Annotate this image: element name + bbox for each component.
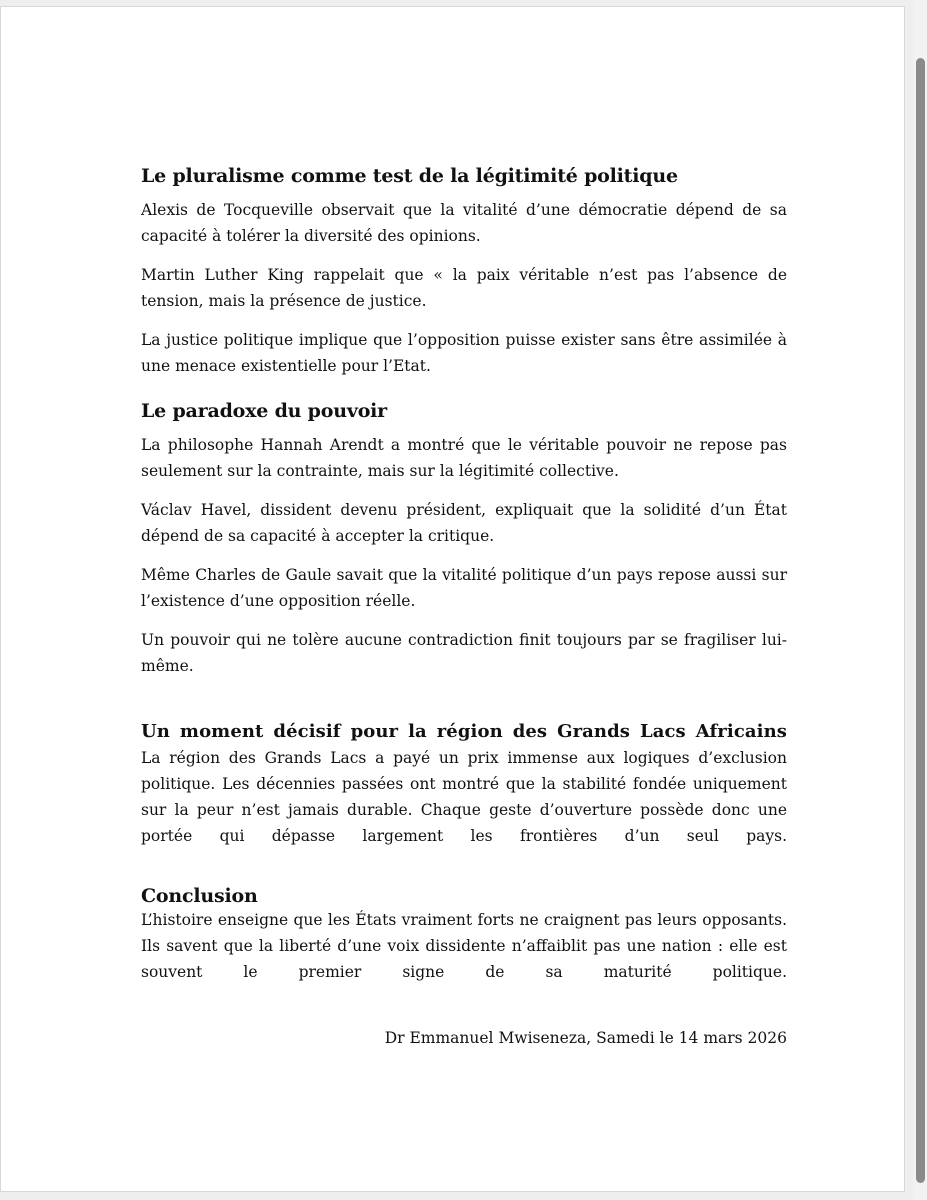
paragraph: La philosophe Hannah Arendt a montré que le véritable pouvoir ne repose pas seulement sur la contrainte, mais sur la légitimité collective.	[141, 436, 787, 480]
document-content	[141, 157, 787, 1051]
paragraph: Václav Havel, dissident devenu président, expliquait que la solidité d’un État dépend de sa capacité à accepter la critique.	[141, 501, 787, 545]
signature: Dr Emmanuel Mwiseneza, Samedi le 14 mars 2026	[384, 1029, 787, 1047]
paragraph: Martin Luther King rappelait que « la paix véritable n’est pas l’absence de tension, mais la présence de justice.	[141, 266, 787, 310]
paragraph: La région des Grands Lacs a payé un prix immense aux logiques d’exclusion politique. Les décennies passées ont montré que la stabilité fondée uniquement sur la peur n’est jamais durable. Chaque geste d’ouverture possède donc une portée qui dépasse largement les frontières d’un seul pays.	[141, 749, 787, 845]
section-heading: Le paradoxe du pouvoir	[141, 400, 387, 422]
paragraph: Même Charles de Gaule savait que la vitalité politique d’un pays repose aussi sur l’existence d’une opposition réelle.	[141, 566, 787, 610]
section-heading: Conclusion	[141, 885, 258, 907]
section-heading: Un moment décisif pour la région des Grands Lacs Africains	[141, 721, 787, 742]
paragraph: L’histoire enseigne que les États vraiment forts ne craignent pas leurs opposants. Ils savent que la liberté d’une voix dissidente n’affaiblit pas une nation : elle est souvent le premier signe de sa maturité politique.	[141, 911, 787, 981]
vertical-scrollbar[interactable]	[913, 0, 927, 1200]
paragraph: La justice politique implique que l’opposition puisse exister sans être assimilée à une menace existentielle pour l’Etat.	[141, 331, 787, 375]
paragraph: Alexis de Tocqueville observait que la vitalité d’une démocratie dépend de sa capacité à tolérer la diversité des opinions.	[141, 201, 787, 245]
section-heading: Le pluralisme comme test de la légitimité politique	[141, 165, 678, 187]
paragraph: Un pouvoir qui ne tolère aucune contradiction finit toujours par se fragiliser lui-même.	[141, 631, 787, 675]
document-page	[0, 6, 905, 1192]
scrollbar-thumb[interactable]	[916, 58, 925, 1183]
